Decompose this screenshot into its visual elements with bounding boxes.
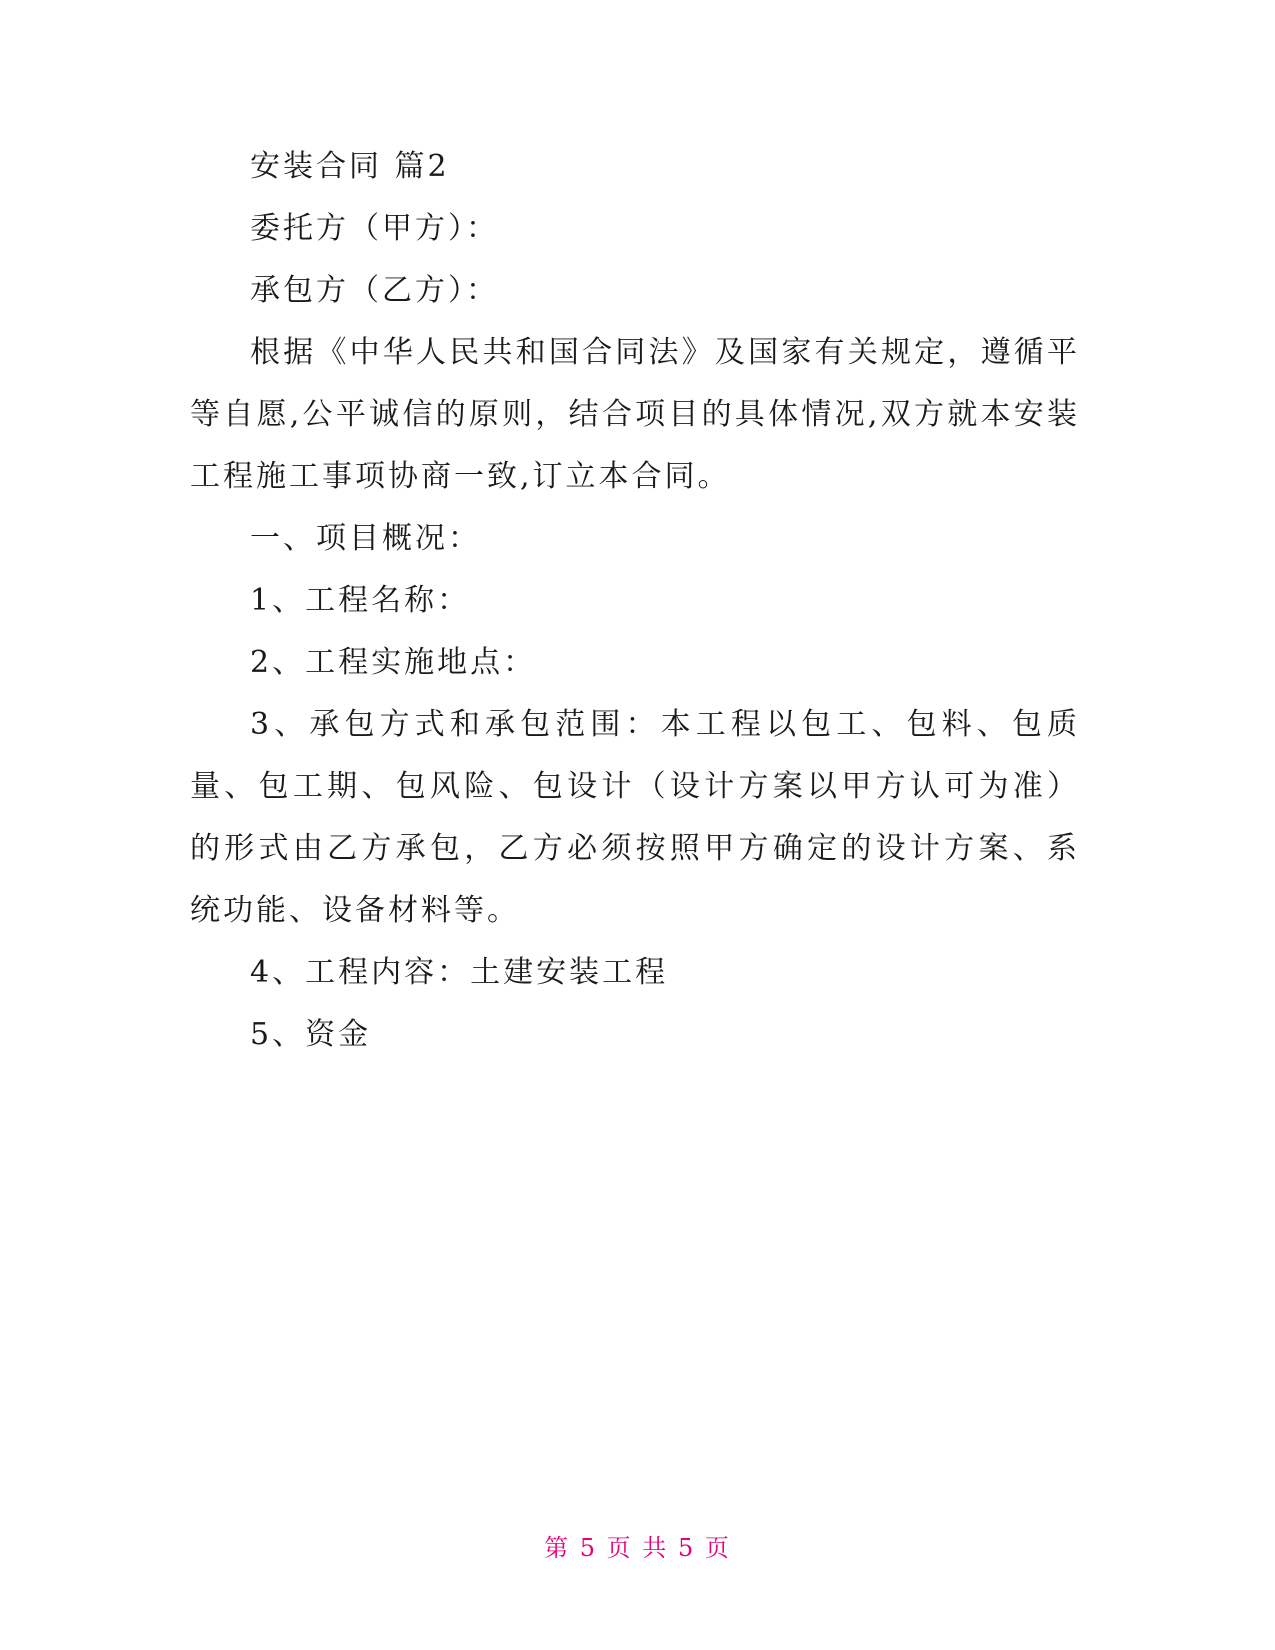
item-project-name: 1、工程名称： — [250, 583, 471, 618]
preamble-paragraph: 根据《中华人民共和国合同法》及国家有关规定，遵循平等自愿,公平诚信的原则，结合项目的具体情况,双方就本安装工程施工事项协商一致,订立本合同。 — [190, 335, 1080, 494]
page-footer — [0, 1528, 1275, 1563]
page-number-label: 第 5 页 共 5 页 — [544, 1534, 731, 1562]
item-contract-scope: 3、承包方式和承包范围：本工程以包工、包料、包质量、包工期、包风险、包设计（设计方案以甲方认可为准）的形式由乙方承包，乙方必须按照甲方确定的设计方案、系统功能、设备材料等。 — [190, 707, 1080, 928]
item-project-location: 2、工程实施地点： — [250, 645, 537, 680]
document-body — [190, 136, 1080, 1066]
section-heading-project-overview: 一、项目概况： — [250, 521, 481, 556]
contract-title: 安装合同 篇2 — [250, 149, 450, 184]
party-a-line: 委托方（甲方）： — [250, 211, 499, 246]
party-b-line: 承包方（乙方）： — [250, 273, 499, 308]
item-project-content: 4、工程内容：土建安装工程 — [250, 955, 669, 990]
item-funding: 5、资金 — [250, 1017, 372, 1052]
